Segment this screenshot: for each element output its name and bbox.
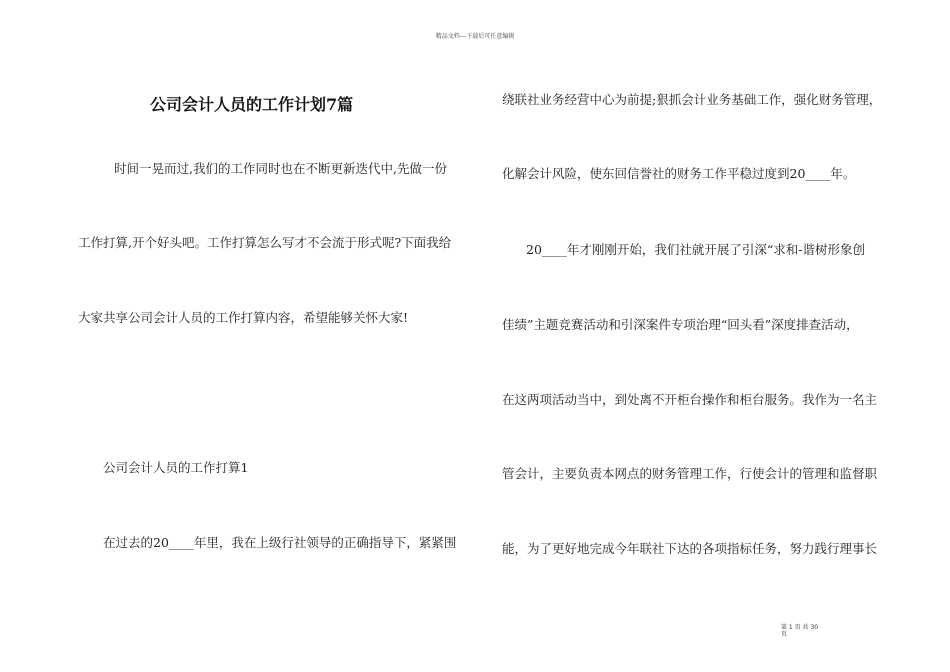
- section-heading: 公司会计人员的工作打算1: [103, 460, 249, 475]
- page-number: [781, 624, 841, 638]
- paragraph-line: 绕联社业务经营中心为前提;狠抓会计业务基础工作，强化财务管理，: [502, 92, 882, 107]
- header-note: 精品文档---下载后可任意编辑: [435, 33, 515, 40]
- page-number-line: 第 1 页 共 30: [781, 624, 819, 631]
- paragraph-line: 20____年才刚刚开始，我们社就开展了引深“求和-谐树形象创: [526, 242, 866, 257]
- paragraph-line: 在过去的20____年里，我在上级行社领导的正确指导下，紧紧围: [103, 535, 457, 550]
- paragraph-line: 管会计，主要负责本网点的财务管理工作，行使会计的管理和监督职: [502, 466, 878, 481]
- paragraph-line: 工作打算,开个好头吧。工作打算怎么写才不会流于形式呢?下面我给: [78, 235, 452, 250]
- paragraph-line: 能，为了更好地完成今年联社下达的各项指标任务，努力践行理事长: [502, 541, 878, 556]
- paragraph-line: 时间一晃而过,我们的工作同时也在不断更新迭代中,先做一份: [114, 161, 447, 176]
- page-number-line: 页: [781, 631, 788, 638]
- paragraph-line: 在这两项活动当中，到处离不开柜台操作和柜台服务。我作为一名主: [502, 392, 878, 407]
- paragraph-line: 化解会计风险，使东回信誉社的财务工作平稳过度到20____年。: [502, 166, 856, 181]
- document-title: 公司会计人员的工作计划7篇: [150, 95, 354, 114]
- paragraph-line: 大家共享公司会计人员的工作打算内容，希望能够关怀大家!: [78, 310, 409, 325]
- paragraph-line: 佳绩”主题竞赛活动和引深案件专项治理“回头看”深度排查活动，: [502, 317, 859, 332]
